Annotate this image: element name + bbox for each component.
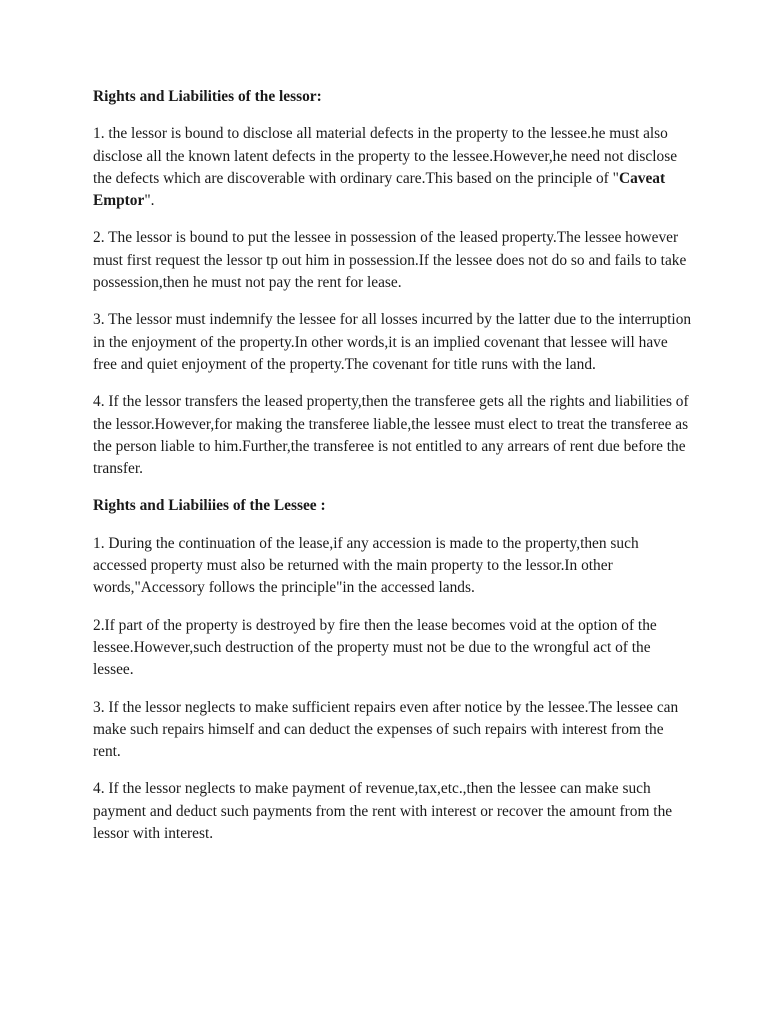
lessor-paragraph-1 <box>93 123 693 212</box>
lessee-paragraph-3: 3. If the lessor neglects to make sufficient repairs even after notice by the lessee.The lessee can make such repairs himself and can deduct the expenses of such repairs with interest from the rent. <box>93 698 679 761</box>
lessee-paragraph-1: 1. During the continuation of the lease,if any accession is made to the property,then such accessed property must also be returned with the main property to the lessor.In other words,"Accessory follows the principle"in the accessed lands. <box>93 534 639 597</box>
lessee-section-heading: Rights and Liabiliies of the Lessee : <box>93 497 326 515</box>
lessor-paragraph-4: 4. If the lessor transfers the leased property,then the transferee gets all the rights and liabilities of the lessor.However,for making the transferee liable,the lessee must elect to treat the transferee as the person liable to him.Further,the transferee is not entitled to any arrears of rent due before the transfer. <box>93 393 689 478</box>
lessor-paragraph-1-end: ". <box>144 192 155 210</box>
caveat-emptor-term: Caveat Emptor <box>93 169 666 210</box>
lessor-paragraph-3: 3. The lessor must indemnify the lessee for all losses incurred by the latter due to the interruption in the enjoyment of the property.In other words,it is an implied covenant that lessee will have free and quiet enjoyment of the property.The covenant for title runs with the land. <box>93 311 692 373</box>
lessor-section-heading: Rights and Liabilities of the lessor: <box>93 88 322 105</box>
lessor-paragraph-1-text: 1. the lessor is bound to disclose all material defects in the property to the lessee.he must also disclose all the known latent defects in the property to the lessee.However,he need not disclose the defects which are discoverable with ordinary care.This based on the principle of " <box>93 125 678 187</box>
lessee-paragraph-4: 4. If the lessor neglects to make payment of revenue,tax,etc.,then the lessee can make such payment and deduct such payments from the rent with interest or recover the amount from the lessor with interest. <box>93 780 673 843</box>
lessor-paragraph-2: 2. The lessor is bound to put the lessee in possession of the leased property.The lessee however must first request the lessor tp out him in possession.If the lessee does not do so and fails to take possession,then he must not pay the rent for lease. <box>93 229 687 292</box>
lessee-paragraph-2: 2.If part of the property is destroyed by fire then the lease becomes void at the option of the lessee.However,such destruction of the property must not be due to the wrongful act of the lessee. <box>93 616 657 679</box>
document-page <box>93 86 693 845</box>
